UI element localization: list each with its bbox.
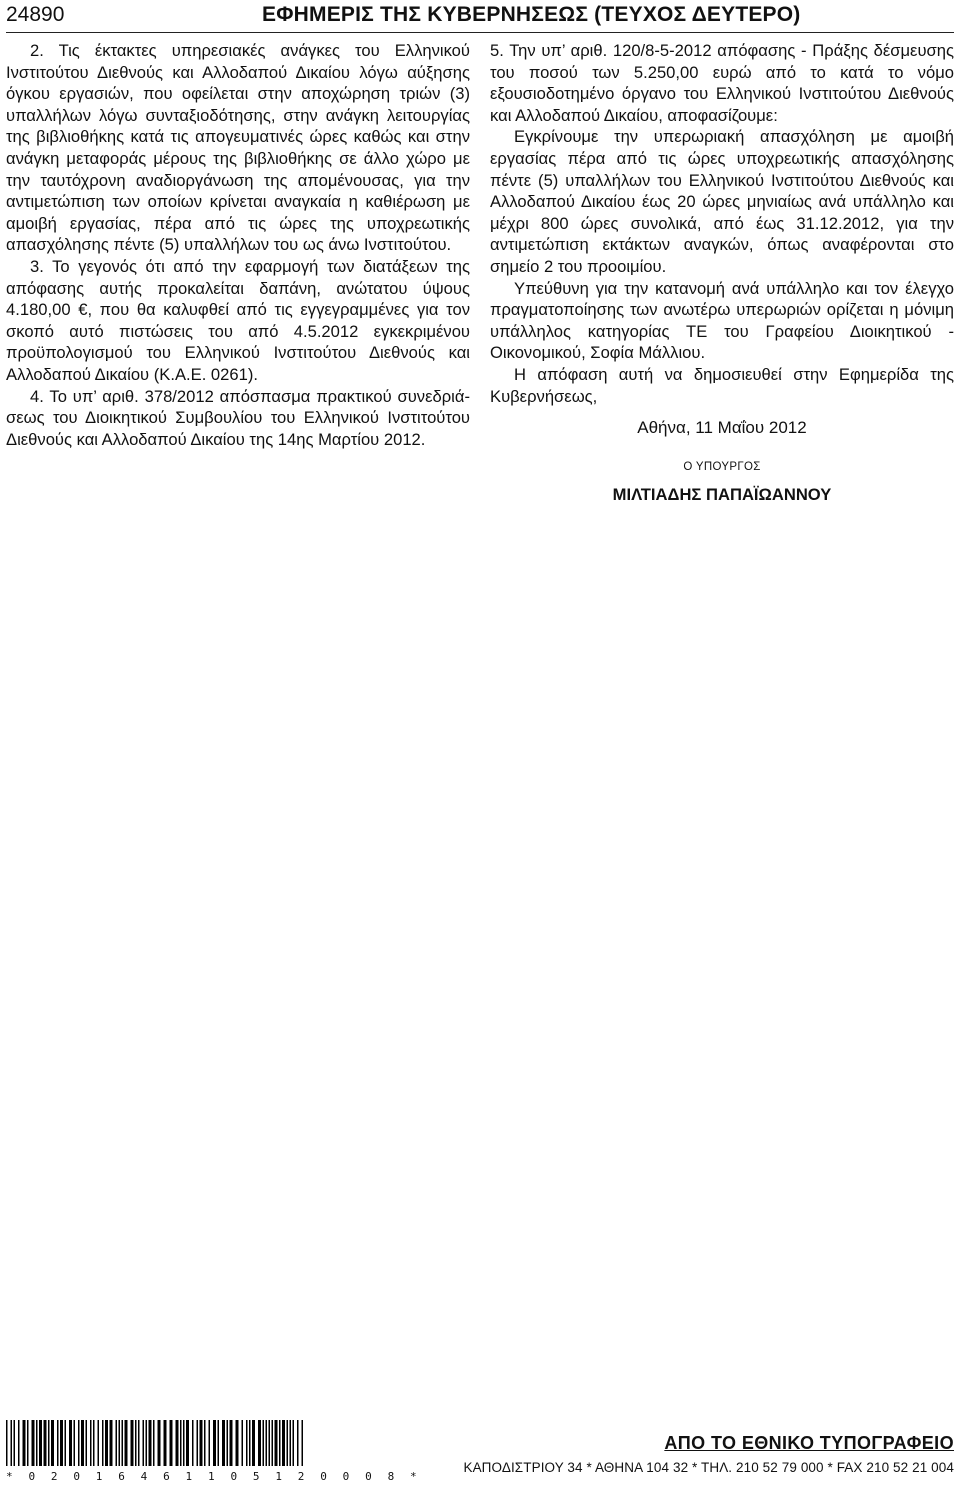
barcode-bar: [98, 1420, 100, 1466]
barcode-bar: [93, 1420, 95, 1466]
barcode-bar: [65, 1420, 67, 1466]
barcode-bar: [102, 1420, 104, 1466]
barcode-bar: [263, 1420, 265, 1466]
printer-info: [463, 1427, 954, 1482]
barcode-bar: [236, 1420, 239, 1466]
paragraph-4: 4. Το υπ’ αριθ. 378/2012 απόσπασμα πρακτικού συνεδριάσεως του Διοικητικού Συμβουλίου του Ελληνικού Ινστιτούτου Διεθνούς και Αλλοδαπού Δικαίου της 14ης Μαρτίου 2012.: [6, 386, 470, 449]
barcode-bar: [11, 1420, 13, 1466]
right-column: [490, 40, 954, 506]
barcode-bar: [252, 1420, 255, 1466]
barcode-bar: [275, 1420, 278, 1466]
barcode-bar: [183, 1420, 185, 1466]
page-header: [0, 0, 960, 36]
barcode-bar: [164, 1420, 167, 1466]
barcode-bar: [69, 1420, 72, 1466]
barcode-bar: [297, 1420, 299, 1466]
barcode-bar: [81, 1420, 84, 1466]
barcode-bar: [18, 1420, 20, 1466]
barcode-bar: [197, 1420, 199, 1466]
page-number: 24890: [6, 3, 65, 26]
barcode-bar: [287, 1420, 289, 1466]
barcode-bar: [90, 1420, 92, 1466]
barcode-bar: [119, 1420, 121, 1466]
barcode-bar: [39, 1420, 42, 1466]
barcode-bar: [110, 1420, 113, 1466]
barcode-bar: [269, 1420, 271, 1466]
barcode-bar: [48, 1420, 50, 1466]
paragraph-3: 3. Το γεγονός ότι από την εφαρμογή των διατάξεων της απόφασης αυτής προκαλείται δαπάνη, ανώτατου ύψους 4.180,00 €, που θα καλυφθεί από τις εγγεγραμμένες για τον σκοπό αυτό πιστώσεις του από 4.5.2012 εγκεκριμένου προϋπολογισμού του Ελληνικού Ινστιτούτου Διεθνούς και Αλλοδαπού Δικαίου (Κ.Α.Ε. 0261).: [6, 256, 470, 384]
barcode-bar: [149, 1420, 152, 1466]
barcode-bars: [6, 1420, 306, 1468]
barcode-bar: [279, 1420, 281, 1466]
barcode-bar: [36, 1420, 38, 1466]
barcode-bar: [51, 1420, 54, 1466]
barcode-bar: [302, 1420, 304, 1466]
barcode-bar: [135, 1420, 137, 1466]
barcode-bar: [6, 1420, 8, 1466]
barcode-bar: [290, 1420, 292, 1466]
barcode-bar: [32, 1420, 35, 1466]
signature-place-date: Αθήνα, 11 Μαΐου 2012: [637, 418, 807, 438]
paragraph-5: 5. Την υπ’ αριθ. 120/8-5-2012 απόφασης - Πράξης δέσμευσης του ποσού των 5.250,00 ευρώ από το κατά το νόμο εξουσιοδοτημένο όργανο του Ελληνικού Ινστιτούτου Διεθνούς και Αλλοδαπού Δικαίου, αποφασίζουμε:: [490, 41, 954, 125]
barcode-bar: [78, 1420, 80, 1466]
barcode: [6, 1420, 422, 1483]
barcode-bar: [222, 1420, 225, 1466]
barcode-bar: [192, 1420, 194, 1466]
printer-address: ΚΑΠΟΔΙΣΤΡΙΟΥ 34 * ΑΘΗΝΑ 104 32 * ΤΗΛ. 210 52 79 000 * FAX 210 52 21 004: [463, 1460, 954, 1475]
barcode-bar: [153, 1420, 155, 1466]
paragraph-publication: Η απόφαση αυτή να δημοσιευθεί στην Εφημερίδα της Κυβερνήσεως,: [490, 364, 954, 406]
barcode-bar: [44, 1420, 47, 1466]
barcode-bar: [180, 1420, 182, 1466]
barcode-bar: [266, 1420, 268, 1466]
barcode-bar: [60, 1420, 63, 1466]
barcode-bar: [209, 1420, 211, 1466]
barcode-bar: [282, 1420, 285, 1466]
paragraph-decision: Εγκρίνουμε την υπερωριακή απασχόληση με αμοιβή εργασίας πέρα από τις ώρες υποχρεωτικής απασχόλησης πέντε (5) υπαλλήλων του Ελληνικού Ινστιτούτου Διεθνούς και Αλλοδαπού Δικαίου έως 20 ώρες μηνιαίως ανά υπάλληλο και μέχρι 800 ώρες συνολικά, από έως 31.12.2012, για την αντιμετώπιση εκτάκτων αναγκών, όπως αναφέρονται στο σημείο 2 του προοιμίου.: [490, 127, 954, 276]
barcode-bar: [125, 1420, 128, 1466]
printer-name: ΑΠΟ ΤΟ ΕΘΝΙΚΟ ΤΥΠΟΓΡΑΦΕΙΟ: [664, 1433, 954, 1453]
signature-name: ΜΙΛΤΙΑΔΗΣ ΠΑΠΑΪΩΑΝΝΟΥ: [612, 485, 832, 505]
barcode-bar: [14, 1420, 16, 1466]
barcode-bar: [186, 1420, 189, 1466]
barcode-bar: [293, 1420, 295, 1466]
header-rule: [6, 32, 954, 33]
barcode-bar: [27, 1420, 29, 1466]
barcode-bar: [272, 1420, 274, 1466]
barcode-bar: [176, 1420, 179, 1466]
barcode-bar: [122, 1420, 124, 1466]
barcode-bar: [200, 1420, 203, 1466]
barcode-bar: [204, 1420, 206, 1466]
signature-role: Ο ΥΠΟΥΡΓΟΣ: [683, 460, 761, 473]
barcode-bar: [242, 1420, 244, 1466]
barcode-bar: [86, 1420, 88, 1466]
barcode-bar: [218, 1420, 220, 1466]
barcode-bar: [23, 1420, 26, 1466]
barcode-digits: * 0 2 0 1 6 4 6 1 1 0 5 1 2 0 0 0 8 *: [6, 1470, 422, 1483]
barcode-bar: [158, 1420, 161, 1466]
barcode-bar: [170, 1420, 173, 1466]
paragraph-2: 2. Τις έκτακτες υπηρεσιακές ανάγκες του Ελληνικού Ινστιτούτου Διεθνούς και Αλλοδαπού Δικαίου λόγω αύξησης όγκου εργασιών, που οφείλεται στην αποχώρηση τριών (3) υπαλλήλων λόγω συνταξιοδότησης, στην ανάγκη λειτουργίας της βιβλιοθήκης κατά τις απογευματινές ώρες καθώς και στην ανάγκη μεταφοράς μέρους της βιβλιοθήκης σε άλλο χώρο με την ταυτόχρονη αναδιοργάνωση της απομένουσας, για την αντιμετώπιση των οποίων κρίνεται αναγκαία η καθιέρωση με αμοιβή εργασίας, πέρα από τις ώρες της υποχρεωτικής απασχόλησης πέντε (5) υπαλλήλων του ως άνω Ινστιτούτου.: [6, 41, 470, 255]
barcode-bar: [258, 1420, 261, 1466]
barcode-bar: [131, 1420, 134, 1466]
barcode-bar: [57, 1420, 59, 1466]
paragraph-responsible: Υπεύθυνη για την κατανομή ανά υπάλληλο και τον έλεγχο πραγματοποίησης των ανωτέρω υπερωριών ορίζεται η μόνιμη υπάλληλος κατηγορίας ΤΕ του Γραφείου Διοικητικού - Οικονομικού, Σοφία Μάλλιου.: [490, 278, 954, 363]
barcode-bar: [74, 1420, 76, 1466]
barcode-bar: [116, 1420, 118, 1466]
barcode-bar: [143, 1420, 145, 1466]
barcode-bar: [227, 1420, 229, 1466]
barcode-bar: [249, 1420, 251, 1466]
barcode-bar: [213, 1420, 216, 1466]
barcode-bar: [105, 1420, 108, 1466]
gazette-title: ΕΦΗΜΕΡΙΣ ΤΗΣ ΚΥΒΕΡΝΗΣΕΩΣ (ΤΕΥΧΟΣ ΔΕΥΤΕΡΟ): [262, 3, 801, 26]
barcode-bar: [246, 1420, 248, 1466]
left-column: [6, 40, 470, 450]
barcode-bar: [230, 1420, 233, 1466]
barcode-bar: [138, 1420, 140, 1466]
barcode-bar: [146, 1420, 148, 1466]
